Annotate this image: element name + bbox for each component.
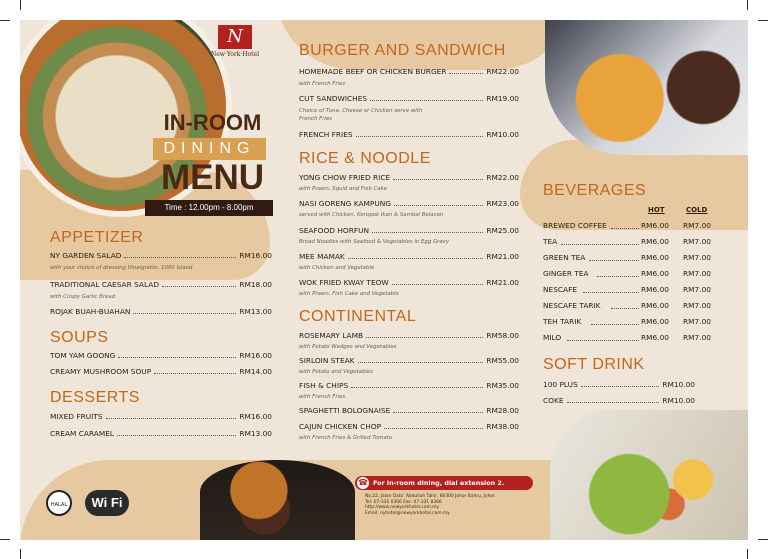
- item-description: with Potato Wedges and Vegetables: [299, 344, 397, 350]
- hotel-contact-details: [365, 494, 496, 516]
- item-description: French Fries: [299, 116, 333, 122]
- menu-item: NASI GORENG KAMPUNG RM23.00: [299, 199, 519, 208]
- menu-item: WOK FRIED KWAY TEOW RM21.00: [299, 278, 519, 287]
- phone-icon: ☎: [358, 478, 368, 487]
- menu-item: COKE RM10.00: [543, 396, 695, 405]
- logo-mark: N: [218, 25, 252, 49]
- hot-column-header: HOT: [648, 206, 665, 214]
- menu-item: HOMEMADE BEEF OR CHICKEN BURGER RM22.00: [299, 67, 519, 76]
- title-in-room: IN-ROOM: [163, 110, 262, 135]
- beverage-row: TEH TARIK RM6.00 RM7.00: [543, 317, 711, 326]
- menu-item: MEE MAMAK RM21.00: [299, 252, 519, 261]
- item-description: Broad Noodles with Seafood & Vegetables in Egg Gravy: [299, 239, 450, 245]
- title-dining: DINING: [153, 138, 266, 160]
- beverage-row: BREWED COFFEE RM6.00 RM7.00: [543, 221, 711, 230]
- item-description: Choice of Tuna, Cheese or Chicken serve with: [299, 108, 423, 114]
- item-description: served with Chicken, Keropok Ikan & Sambal Belacan: [299, 212, 444, 218]
- item-description: with French Fries: [299, 394, 346, 400]
- service-hours: Time : 12.00pm - 8.00pm: [145, 200, 273, 216]
- steak-photo: [545, 20, 748, 155]
- email-link[interactable]: Email: nyhotel@newyorkhotel.com.my: [365, 510, 450, 516]
- crop-mark: [758, 539, 768, 540]
- beverage-row: NESCAFE RM6.00 RM7.00: [543, 285, 711, 294]
- item-description: with Crispy Garlic Bread: [50, 294, 116, 300]
- beverages-heading: BEVERAGES: [543, 182, 647, 199]
- item-description: with Potato and Vegetables: [299, 369, 373, 375]
- menu-item: SPAGHETTI BOLOGNAISE RM28.00: [299, 406, 519, 415]
- menu-item: SEAFOOD HORFUN RM25.00: [299, 226, 519, 235]
- crop-mark: [20, 549, 21, 559]
- halal-icon: HALAL: [46, 490, 72, 516]
- menu-item: TRADITIONAL CAESAR SALAD RM18.00: [50, 280, 272, 289]
- beverage-row: NESCAFE TARIK RM6.00 RM7.00: [543, 301, 711, 310]
- beverage-row: GREEN TEA RM6.00 RM7.00: [543, 253, 711, 262]
- crop-mark: [20, 0, 21, 10]
- caesar-salad-photo: [550, 410, 748, 540]
- rice-noodle-heading: RICE & NOODLE: [299, 150, 431, 167]
- burger-sandwich-heading: BURGER AND SANDWICH: [299, 42, 506, 59]
- soups-heading: SOUPS: [50, 329, 109, 346]
- menu-item: ROSEMARY LAMB RM58.00: [299, 331, 519, 340]
- menu-item: CUT SANDWICHES RM19.00: [299, 94, 519, 103]
- menu-item: NY GARDEN SALAD RM16.00: [50, 251, 272, 260]
- item-description: with Chicken and Vegetable: [299, 265, 375, 271]
- burger-photo: [200, 460, 355, 540]
- title-menu: MENU: [160, 158, 265, 197]
- address: No.22, Jalan Dato' Abdullah Tahir, 80300 Johor Bahru, Johor.: [365, 494, 496, 499]
- hotel-logo: [205, 25, 265, 71]
- menu-item: FISH & CHIPS RM35.00: [299, 381, 519, 390]
- phone-fax: Tel: 07-331 0366 Fax: 07-331 8366: [365, 499, 442, 505]
- item-description: with French Fries: [299, 81, 346, 87]
- crop-mark: [0, 20, 10, 21]
- item-description: with French Fries & Grilled Tomato: [299, 435, 393, 441]
- menu-item: CREAMY MUSHROOM SOUP RM14.00: [50, 367, 272, 376]
- cold-column-header: COLD: [686, 206, 708, 214]
- menu-item: SIRLOIN STEAK RM55.00: [299, 356, 519, 365]
- menu-item: CAJUN CHICKEN CHOP RM38.00: [299, 422, 519, 431]
- crop-mark: [758, 20, 768, 21]
- item-description: with Prawn, Fish Cake and Vegetable: [299, 291, 399, 297]
- crop-mark: [0, 539, 10, 540]
- beverage-row: MILO RM6.00 RM7.00: [543, 333, 711, 342]
- wifi-icon: Wi Fi: [85, 490, 129, 516]
- hotel-name: New·York·Hotel: [210, 51, 260, 58]
- crop-mark: [747, 549, 748, 559]
- menu-item: TOM YAM GOONG RM16.00: [50, 351, 272, 360]
- crop-mark: [747, 0, 748, 10]
- soft-drink-heading: SOFT DRINK: [543, 356, 645, 373]
- continental-heading: CONTINENTAL: [299, 308, 417, 325]
- item-description: with your choice of dressing Vinaigrette, 1000 Island: [50, 265, 193, 271]
- website-link[interactable]: http://www.newyorkhotel.com.my: [365, 505, 440, 511]
- appetizer-heading: APPETIZER: [50, 229, 144, 246]
- desserts-heading: DESSERTS: [50, 389, 140, 406]
- menu-item: ROJAK BUAH-BUAHAN RM13.00: [50, 307, 272, 316]
- dial-extension-banner: ☎ For in-room dining, dial extension 2.: [355, 476, 533, 490]
- menu-item: YONG CHOW FRIED RICE RM22.00: [299, 173, 519, 182]
- menu-item: FRENCH FRIES RM10.00: [299, 130, 519, 139]
- menu-item: MIXED FRUITS RM16.00: [50, 412, 272, 421]
- beverage-row: GINGER TEA RM6.00 RM7.00: [543, 269, 711, 278]
- menu-item: CREAM CARAMEL RM13.00: [50, 429, 272, 438]
- menu-item: 100 PLUS RM10.00: [543, 380, 695, 389]
- beverage-row: TEA RM6.00 RM7.00: [543, 237, 711, 246]
- item-description: with Prawn, Squid and Fish Cake: [299, 186, 387, 192]
